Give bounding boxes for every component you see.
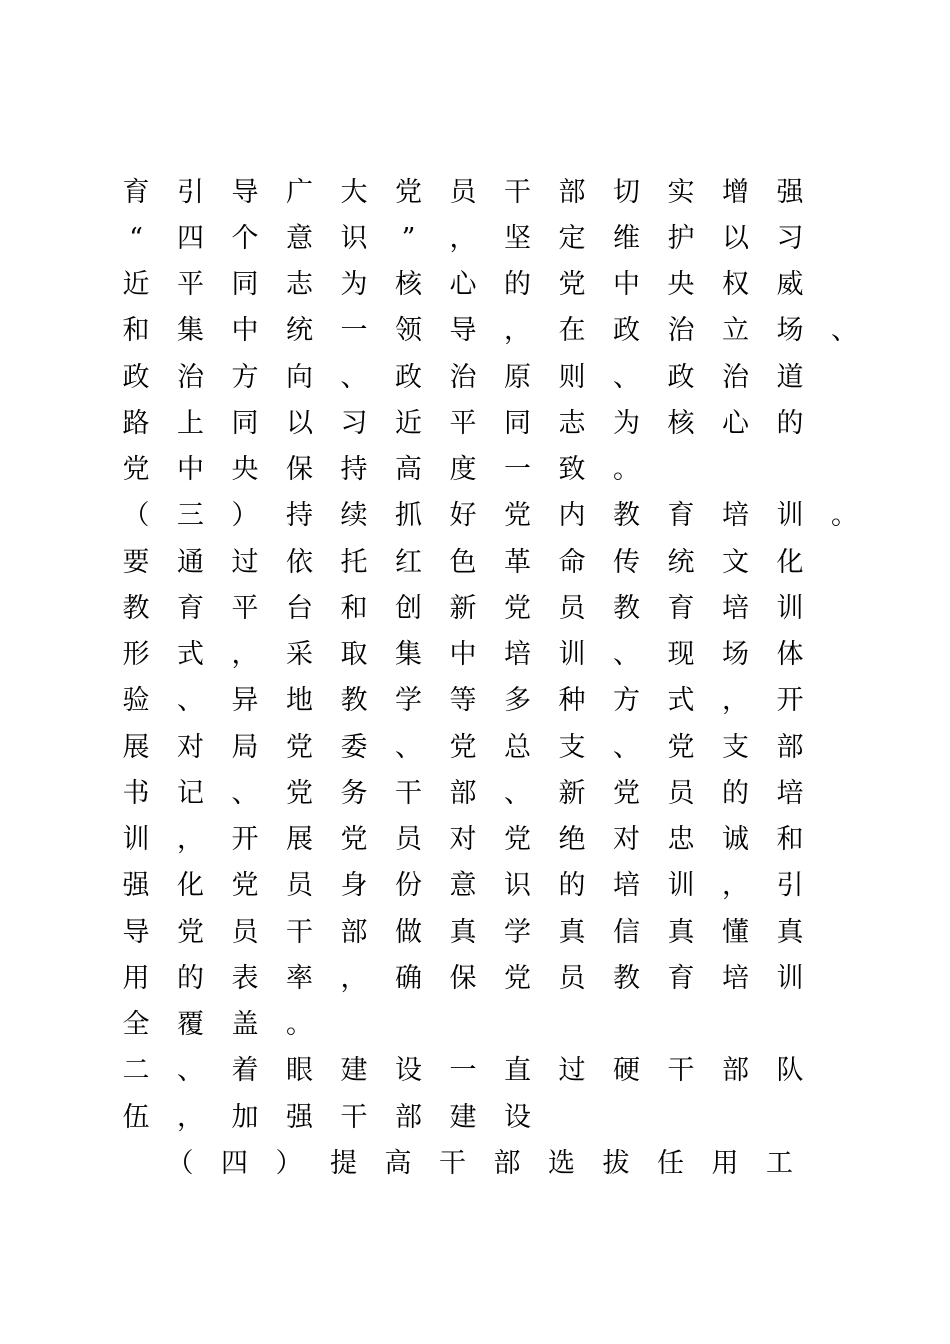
glyph: 学 (395, 685, 422, 716)
text-line (0, 262, 950, 308)
text-line (0, 910, 950, 956)
glyph: 开 (776, 685, 804, 716)
glyph: 、 (504, 778, 531, 809)
text-line (0, 308, 950, 354)
glyph: ） (275, 1148, 303, 1179)
glyph: 中 (177, 454, 204, 485)
glyph: 党 (231, 870, 259, 901)
glyph: 原 (504, 362, 531, 393)
glyph: 路 (122, 408, 150, 439)
text-line (0, 678, 950, 724)
glyph: 同 (231, 408, 259, 439)
glyph: 育 (667, 963, 695, 994)
glyph: 党 (504, 963, 531, 994)
glyph: 多 (504, 685, 531, 716)
glyph: 心 (449, 269, 477, 300)
glyph: 平 (231, 593, 259, 624)
glyph: 育 (177, 593, 204, 624)
glyph: 训 (667, 870, 695, 901)
glyph: 习 (776, 223, 804, 254)
glyph: 定 (558, 223, 586, 254)
glyph: 对 (613, 824, 640, 855)
glyph: 和 (122, 315, 150, 346)
glyph: 部 (449, 778, 477, 809)
glyph: 对 (449, 824, 477, 855)
glyph: 向 (286, 362, 313, 393)
glyph: 覆 (177, 1009, 204, 1040)
glyph: ， (231, 639, 259, 670)
glyph: ， (177, 824, 204, 855)
glyph: 四 (177, 223, 204, 254)
glyph: 导 (231, 177, 259, 208)
glyph: 率 (286, 963, 313, 994)
glyph: 方 (613, 685, 640, 716)
glyph: 续 (340, 500, 368, 531)
glyph: 盖 (231, 1009, 259, 1040)
glyph: 红 (395, 547, 422, 578)
text-line (0, 540, 950, 586)
glyph: 员 (667, 778, 695, 809)
glyph: 实 (667, 177, 695, 208)
glyph: 真 (558, 917, 586, 948)
glyph: 二 (122, 1055, 150, 1086)
glyph: 中 (613, 269, 640, 300)
glyph: 识 (340, 223, 368, 254)
glyph: 确 (395, 963, 422, 994)
glyph: 着 (231, 1055, 259, 1086)
glyph: 眼 (286, 1055, 313, 1086)
glyph: 平 (449, 408, 477, 439)
glyph: ” (401, 223, 416, 254)
glyph: 训 (776, 500, 804, 531)
glyph: 记 (177, 778, 204, 809)
glyph: 式 (177, 639, 204, 670)
glyph: 、 (177, 685, 204, 716)
glyph: 、 (831, 315, 858, 346)
glyph: 党 (122, 454, 150, 485)
glyph: 导 (449, 315, 477, 346)
glyph: 在 (558, 315, 586, 346)
glyph: 集 (395, 639, 422, 670)
glyph: ， (722, 685, 749, 716)
glyph: 政 (122, 362, 150, 393)
glyph: 党 (395, 177, 422, 208)
glyph: 场 (722, 639, 749, 670)
glyph: 治 (722, 362, 749, 393)
glyph: 党 (286, 732, 313, 763)
section-heading (0, 1095, 950, 1141)
text-line (0, 632, 950, 678)
glyph: ， (449, 223, 477, 254)
glyph: 。 (286, 1009, 313, 1040)
glyph: 展 (286, 824, 313, 855)
glyph: 引 (177, 177, 204, 208)
glyph: 教 (613, 593, 640, 624)
glyph: 训 (122, 824, 150, 855)
glyph: ） (231, 500, 259, 531)
glyph: 党 (286, 778, 313, 809)
glyph: 立 (722, 315, 749, 346)
glyph: 文 (722, 547, 749, 578)
glyph: 致 (558, 454, 586, 485)
glyph: 员 (558, 593, 586, 624)
glyph: 异 (231, 685, 259, 716)
glyph: ， (722, 870, 749, 901)
glyph: 政 (395, 362, 422, 393)
glyph: 培 (722, 500, 749, 531)
glyph: 引 (776, 870, 804, 901)
glyph: 提 (330, 1148, 357, 1179)
glyph: 一 (504, 454, 531, 485)
glyph: 上 (177, 408, 204, 439)
glyph: 部 (493, 1148, 521, 1179)
glyph: 员 (231, 917, 259, 948)
text-line (0, 863, 950, 909)
glyph: 诚 (722, 824, 749, 855)
glyph: 工 (766, 1148, 793, 1179)
glyph: 切 (613, 177, 640, 208)
glyph: 拔 (602, 1148, 630, 1179)
glyph: 任 (657, 1148, 684, 1179)
text-line (0, 355, 950, 401)
glyph: 坚 (504, 223, 531, 254)
glyph: 培 (722, 963, 749, 994)
glyph: 高 (384, 1148, 412, 1179)
glyph: 威 (776, 269, 804, 300)
glyph: 真 (449, 917, 477, 948)
glyph: 体 (776, 639, 804, 670)
glyph: 平 (177, 269, 204, 300)
glyph: 治 (667, 315, 695, 346)
glyph: 中 (449, 639, 477, 670)
glyph: 取 (340, 639, 368, 670)
glyph: 通 (177, 547, 204, 578)
glyph: 化 (776, 547, 804, 578)
glyph: 核 (667, 408, 695, 439)
glyph: 集 (177, 315, 204, 346)
text-line (0, 447, 950, 493)
glyph: 训 (558, 639, 586, 670)
glyph: 为 (340, 269, 368, 300)
glyph: 教 (122, 593, 150, 624)
glyph: 学 (504, 917, 531, 948)
glyph: 建 (449, 1102, 477, 1133)
glyph: 内 (558, 500, 586, 531)
glyph: 四 (221, 1148, 248, 1179)
glyph: 局 (231, 732, 259, 763)
glyph: 、 (177, 1055, 204, 1086)
glyph: 新 (558, 778, 586, 809)
glyph: 员 (558, 963, 586, 994)
glyph: 真 (776, 917, 804, 948)
glyph: 员 (395, 824, 422, 855)
glyph: ， (177, 1102, 204, 1133)
glyph: 用 (711, 1148, 739, 1179)
glyph: 中 (231, 315, 259, 346)
glyph: 场 (776, 315, 804, 346)
glyph: 色 (449, 547, 477, 578)
glyph: 的 (177, 963, 204, 994)
glyph: 党 (613, 778, 640, 809)
glyph: 三 (177, 500, 204, 531)
glyph: 现 (667, 639, 695, 670)
glyph: 、 (340, 362, 368, 393)
glyph: 增 (722, 177, 749, 208)
glyph: 训 (776, 593, 804, 624)
glyph: 培 (613, 870, 640, 901)
glyph: 持 (286, 500, 313, 531)
glyph: 统 (667, 547, 695, 578)
glyph: 央 (667, 269, 695, 300)
glyph: 部 (395, 1102, 422, 1133)
glyph: 育 (122, 177, 150, 208)
glyph: 和 (340, 593, 368, 624)
glyph: 为 (613, 408, 640, 439)
glyph: 高 (395, 454, 422, 485)
glyph: 总 (504, 732, 531, 763)
glyph: 传 (613, 547, 640, 578)
glyph: 的 (722, 778, 749, 809)
glyph: 近 (395, 408, 422, 439)
section-heading (0, 1048, 950, 1094)
glyph: 忠 (667, 824, 695, 855)
glyph: 委 (340, 732, 368, 763)
glyph: 培 (776, 778, 804, 809)
glyph: 托 (340, 547, 368, 578)
glyph: 强 (286, 1102, 313, 1133)
glyph: 好 (449, 500, 477, 531)
glyph: 部 (722, 1055, 749, 1086)
glyph: 干 (286, 917, 313, 948)
glyph: 地 (286, 685, 313, 716)
glyph: 以 (722, 223, 749, 254)
glyph: 新 (449, 593, 477, 624)
text-line (0, 725, 950, 771)
glyph: 革 (504, 547, 531, 578)
glyph: 直 (504, 1055, 531, 1086)
glyph: 用 (122, 963, 150, 994)
glyph: 全 (122, 1009, 150, 1040)
glyph: 信 (613, 917, 640, 948)
glyph: 务 (340, 778, 368, 809)
glyph: 同 (231, 269, 259, 300)
glyph: 、 (231, 778, 259, 809)
glyph: 培 (504, 639, 531, 670)
glyph: 式 (667, 685, 695, 716)
glyph: 干 (439, 1148, 466, 1179)
section-heading (0, 1141, 950, 1187)
glyph: 要 (122, 547, 150, 578)
glyph: 育 (667, 500, 695, 531)
glyph: 台 (286, 593, 313, 624)
glyph: 同 (504, 408, 531, 439)
glyph: 懂 (722, 917, 749, 948)
glyph: 命 (558, 547, 586, 578)
glyph: 支 (722, 732, 749, 763)
glyph: 培 (722, 593, 749, 624)
glyph: 个 (231, 223, 259, 254)
glyph: 意 (449, 870, 477, 901)
glyph: 身 (340, 870, 368, 901)
glyph: 采 (286, 639, 313, 670)
glyph: 部 (340, 917, 368, 948)
glyph: 度 (449, 454, 477, 485)
glyph: 政 (613, 315, 640, 346)
glyph: 育 (667, 593, 695, 624)
glyph: 党 (558, 269, 586, 300)
glyph: 习 (340, 408, 368, 439)
glyph: 意 (286, 223, 313, 254)
glyph: 治 (449, 362, 477, 393)
glyph: 抓 (395, 500, 422, 531)
glyph: 党 (177, 917, 204, 948)
glyph: 队 (776, 1055, 804, 1086)
glyph: 党 (340, 824, 368, 855)
glyph: 一 (340, 315, 368, 346)
glyph: 识 (504, 870, 531, 901)
glyph: 心 (722, 408, 749, 439)
text-line (0, 586, 950, 632)
glyph: 对 (177, 732, 204, 763)
glyph: 、 (613, 362, 640, 393)
glyph: 等 (449, 685, 477, 716)
text-line (0, 170, 950, 216)
glyph: 教 (613, 500, 640, 531)
glyph: 道 (776, 362, 804, 393)
glyph: 的 (504, 269, 531, 300)
glyph: 化 (177, 870, 204, 901)
glyph: 。 (831, 500, 858, 531)
glyph: 志 (286, 269, 313, 300)
glyph: 党 (449, 732, 477, 763)
glyph: 干 (340, 1102, 368, 1133)
glyph: （ (122, 500, 150, 531)
glyph: 干 (667, 1055, 695, 1086)
glyph: 部 (558, 177, 586, 208)
glyph: 领 (395, 315, 422, 346)
glyph: 建 (340, 1055, 368, 1086)
glyph: 维 (613, 223, 640, 254)
glyph: 持 (340, 454, 368, 485)
glyph: 员 (286, 870, 313, 901)
glyph: 党 (667, 732, 695, 763)
glyph: 志 (558, 408, 586, 439)
glyph: 选 (548, 1148, 575, 1179)
glyph: 治 (177, 362, 204, 393)
glyph: ， (504, 315, 531, 346)
glyph: 和 (776, 824, 804, 855)
glyph: 近 (122, 269, 150, 300)
glyph: 以 (286, 408, 313, 439)
glyph: 教 (613, 963, 640, 994)
glyph: 核 (395, 269, 422, 300)
glyph: 统 (286, 315, 313, 346)
glyph: 员 (449, 177, 477, 208)
glyph: 的 (558, 870, 586, 901)
glyph: 开 (231, 824, 259, 855)
glyph: 硬 (613, 1055, 640, 1086)
glyph: 加 (231, 1102, 259, 1133)
glyph: 一 (449, 1055, 477, 1086)
text-line (0, 401, 950, 447)
glyph: 党 (504, 824, 531, 855)
glyph: 表 (231, 963, 259, 994)
glyph: 过 (558, 1055, 586, 1086)
glyph: 部 (776, 732, 804, 763)
glyph: 党 (504, 593, 531, 624)
glyph: 保 (449, 963, 477, 994)
glyph: 党 (504, 500, 531, 531)
glyph: ， (340, 963, 368, 994)
glyph: 的 (776, 408, 804, 439)
glyph: 强 (776, 177, 804, 208)
section-heading (0, 493, 950, 539)
glyph: （ (166, 1148, 194, 1179)
text-line (0, 771, 950, 817)
glyph: 创 (395, 593, 422, 624)
glyph: 设 (395, 1055, 422, 1086)
glyph: 、 (613, 639, 640, 670)
glyph: 权 (722, 269, 749, 300)
glyph: 强 (122, 870, 150, 901)
glyph: 护 (667, 223, 695, 254)
glyph: 真 (667, 917, 695, 948)
glyph: 种 (558, 685, 586, 716)
text-line (0, 1002, 950, 1048)
glyph: 干 (395, 778, 422, 809)
glyph: 大 (340, 177, 368, 208)
glyph: 导 (122, 917, 150, 948)
glyph: 、 (395, 732, 422, 763)
glyph: 政 (667, 362, 695, 393)
text-line (0, 216, 950, 262)
glyph: 依 (286, 547, 313, 578)
text-line (0, 956, 950, 1002)
glyph: 方 (231, 362, 259, 393)
glyph: 形 (122, 639, 150, 670)
glyph: “ (129, 223, 143, 254)
glyph: 保 (286, 454, 313, 485)
glyph: 展 (122, 732, 150, 763)
glyph: 教 (340, 685, 368, 716)
glyph: 伍 (122, 1102, 150, 1133)
glyph: 设 (504, 1102, 531, 1133)
glyph: 则 (558, 362, 586, 393)
glyph: 书 (122, 778, 150, 809)
glyph: 支 (558, 732, 586, 763)
glyph: 做 (395, 917, 422, 948)
glyph: 央 (231, 454, 259, 485)
text-line (0, 817, 950, 863)
glyph: 干 (504, 177, 531, 208)
glyph: 广 (286, 177, 313, 208)
glyph: 绝 (558, 824, 586, 855)
glyph: 份 (395, 870, 422, 901)
glyph: 。 (613, 454, 640, 485)
glyph: 、 (613, 732, 640, 763)
glyph: 验 (122, 685, 150, 716)
glyph: 过 (231, 547, 259, 578)
glyph: 训 (776, 963, 804, 994)
